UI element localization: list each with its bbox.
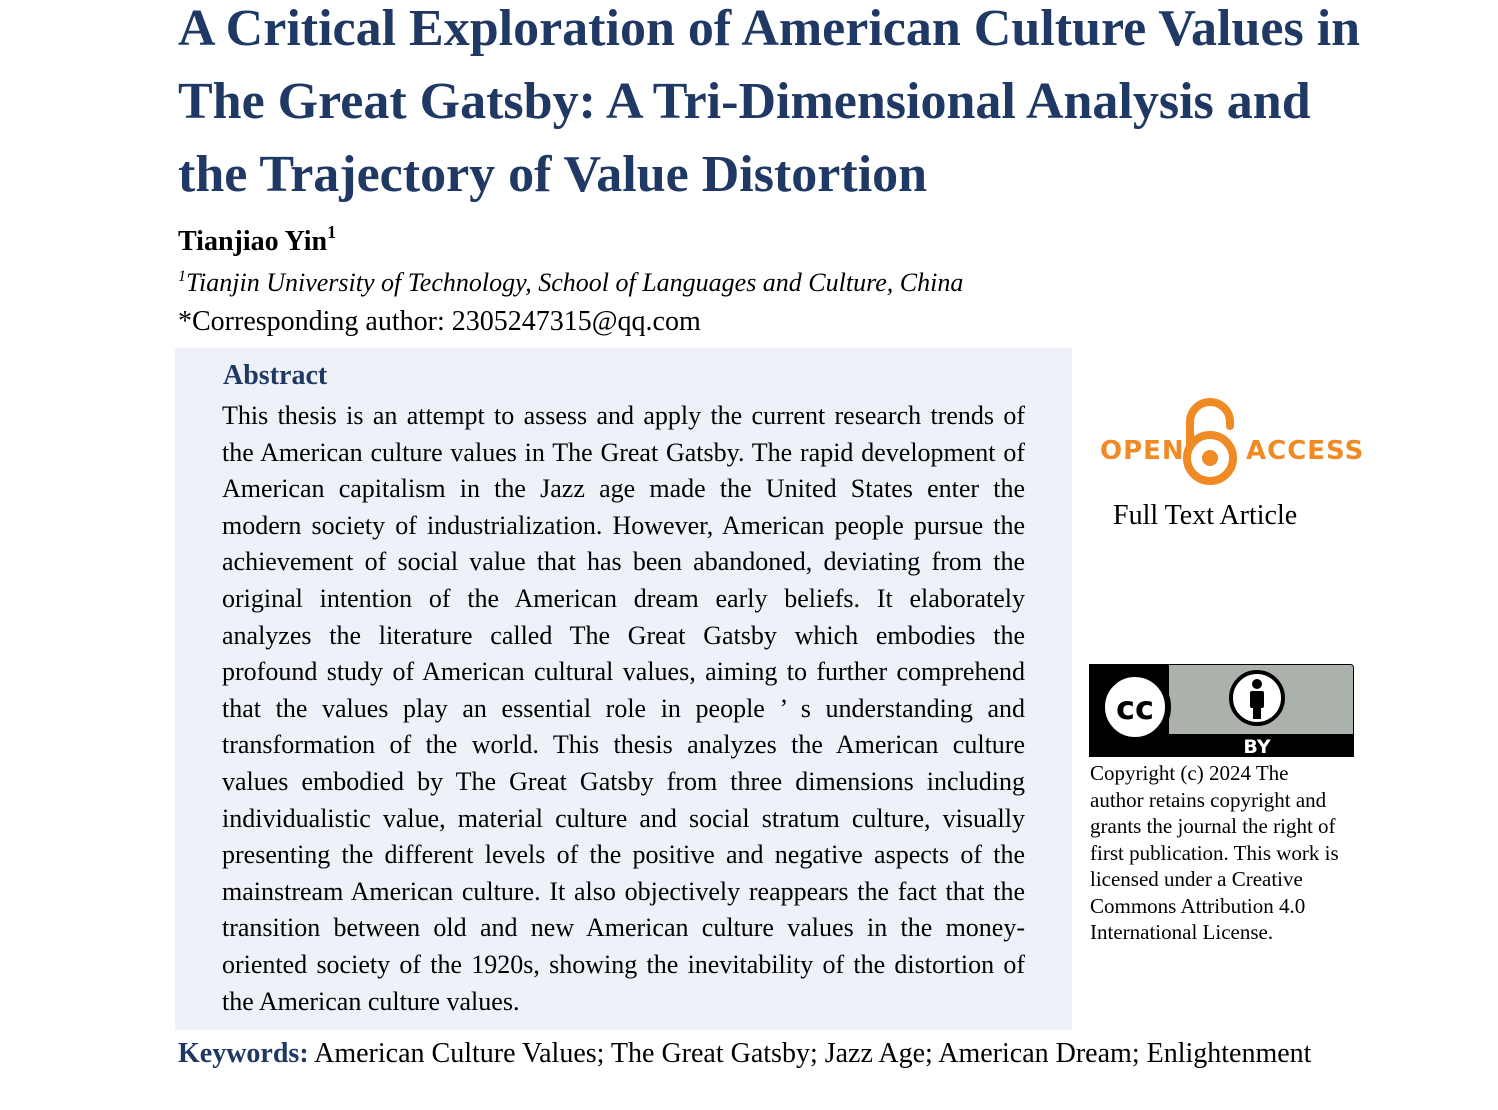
keywords-label: Keywords:	[178, 1038, 309, 1069]
open-access-word-open: OPEN	[1100, 436, 1185, 466]
creative-commons-icon	[1102, 674, 1168, 740]
open-lock-icon	[1187, 402, 1233, 481]
by-label: BY	[1243, 736, 1271, 758]
author-affiliation	[178, 268, 963, 298]
attribution-person-icon	[1231, 672, 1283, 724]
cc-by-license-badge[interactable]	[1089, 664, 1354, 757]
author-name	[178, 222, 337, 258]
cc-text: cc	[1116, 689, 1154, 727]
abstract-box	[175, 348, 1072, 1030]
affiliation-superscript: 1	[178, 268, 186, 285]
open-access-word-access: ACCESS	[1246, 436, 1365, 466]
keywords	[178, 1034, 1313, 1073]
open-access-logo	[1098, 396, 1365, 488]
paper-title: A Critical Exploration of American Culture Values in The Great Gatsby: A Tri-Dimensional Analysis and the Trajectory of Value Distortion	[178, 0, 1361, 203]
abstract-heading: Abstract	[223, 360, 328, 391]
keywords-text: American Culture Values; The Great Gatsby; Jazz Age; American Dream; Enlightenment	[314, 1038, 1312, 1069]
abstract-body: This thesis is an attempt to assess and apply the current research trends of the American culture values in The Great Gatsby. The rapid development of American capitalism in the Jazz age made the United States enter the modern society of industrialization. However, American people pursue the achievement of social value that has been abandoned, deviating from the original intention of the American dream early beliefs. It elaborately analyzes the literature called The Great Gatsby which embodies the profound study of American cultural values, aiming to further comprehend that the values play an essential role in people ’ s understanding and transformation of the world. This thesis analyzes the American culture values embodied by The Great Gatsby from three dimensions including individualistic value, material culture and social stratum culture, visually presenting the different levels of the positive and negative aspects of the mainstream American culture. It also objectively reappears the fact that the transition between old and new American culture values in the money-oriented society of the 1920s, showing the inevitability of the distortion of the American culture values.	[222, 401, 1025, 1016]
corresponding-author: *Corresponding author: 2305247315@qq.com	[178, 306, 701, 337]
affiliation-text: Tianjin University of Technology, School of Languages and Culture, China	[186, 268, 964, 297]
author-superscript: 1	[327, 222, 337, 242]
full-text-article-label: Full Text Article	[1113, 500, 1298, 531]
license-text: Copyright (c) 2024 The author retains copyright and grants the journal the right of first publication. This work is licensed under a Creative Commons Attribution 4.0 International License.	[1090, 761, 1339, 944]
author-name-text: Tianjiao Yin	[178, 226, 328, 257]
